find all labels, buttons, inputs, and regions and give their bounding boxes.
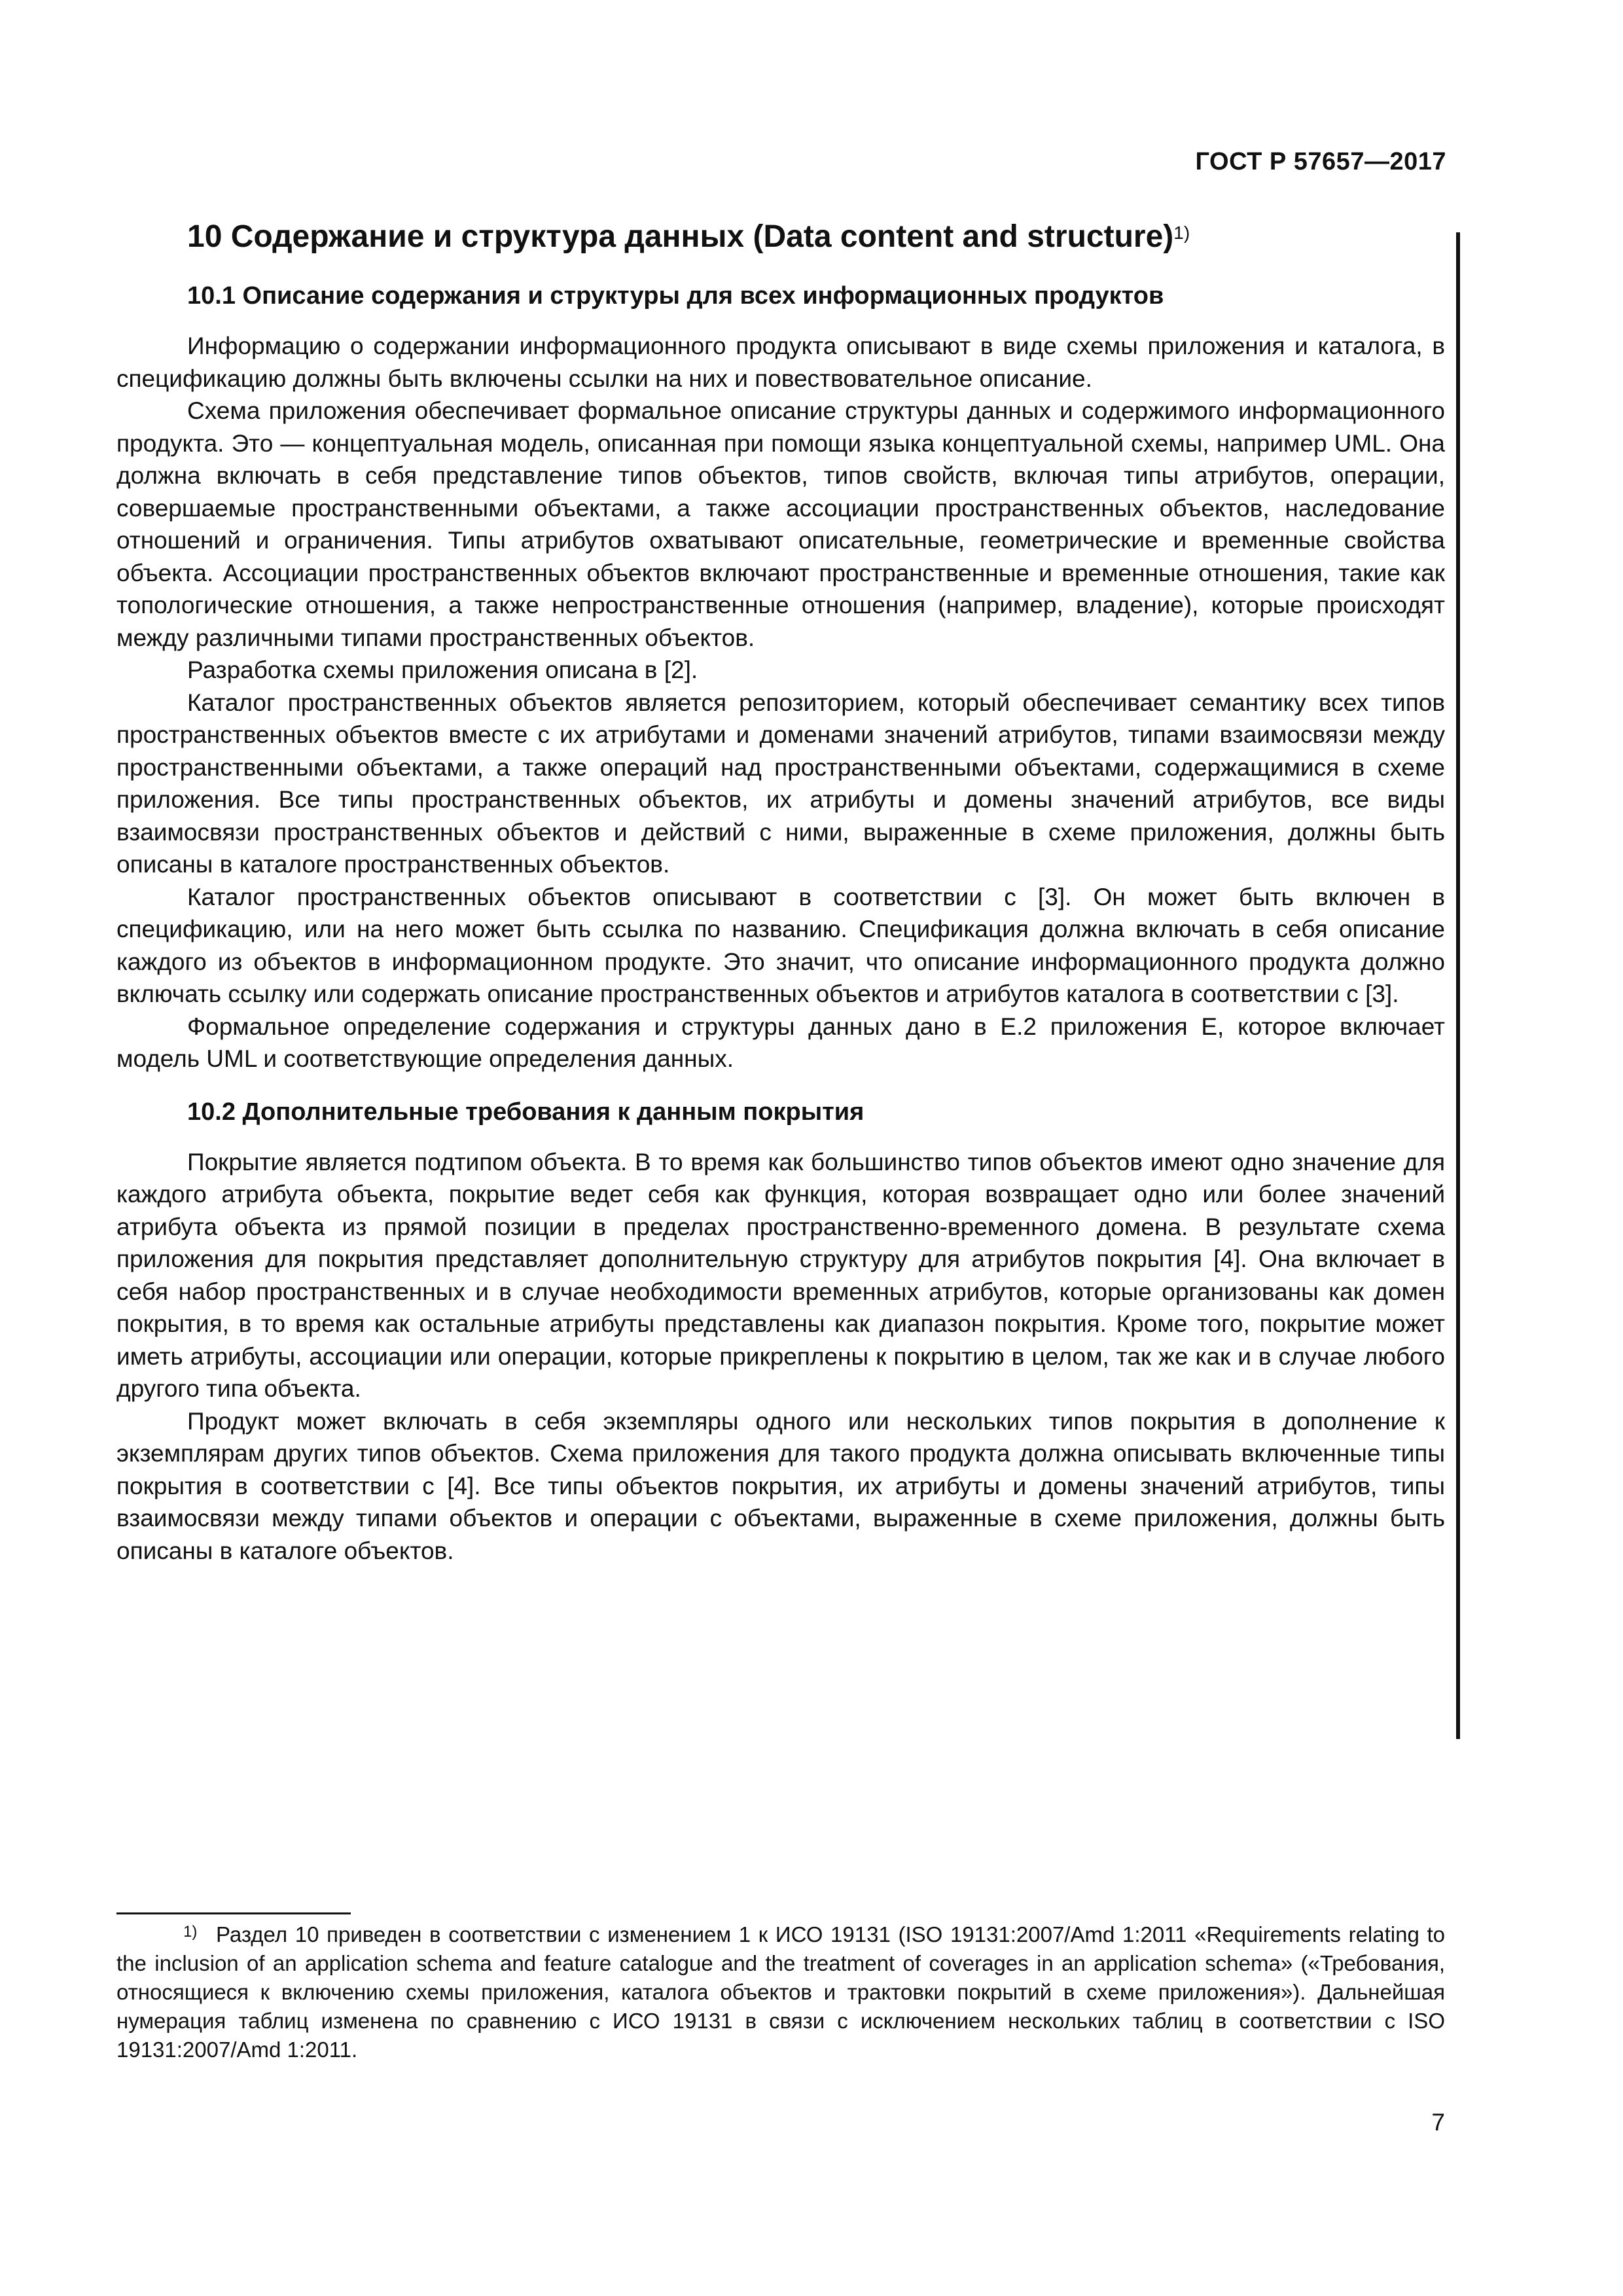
footnote-separator <box>116 1912 351 1914</box>
paragraph: Каталог пространственных объектов является репозиторием, который обеспечивает семантику всех типов пространственных объектов вместе с их атрибутами и доменами значений атрибутов, типами взаимосвязи между пространственными объектами, а также операций над пространственными объектами, содержащимися в схеме приложения. Все типы пространственных объектов, их атрибуты и домены значений атрибутов, все виды взаимосвязи пространственных объектов и действий с ними, выраженные в схеме приложения, должны быть описаны в каталоге пространственных объектов. <box>116 689 1445 878</box>
subsection-title-10-2: 10.2 Дополнительные требования к данным покрытия <box>187 1098 865 1126</box>
footnote-reference[interactable]: 1) <box>1173 223 1190 243</box>
paragraph: Каталог пространственных объектов описывают в соответствии с [3]. Он может быть включен в спецификацию, или на него может быть ссылка по названию. Спецификация должна включать в себя описание каждого из объектов в информационном продукте. Это значит, что описание информационного продукта должно включать ссылку или содержать описание пространственных объектов и атрибутов каталога в соответствии с [3]. <box>116 883 1445 1007</box>
document-id: ГОСТ Р 57657—2017 <box>1195 148 1446 175</box>
subsection-title-10-1: 10.1 Описание содержания и структуры для всех информационных продуктов <box>187 282 1164 310</box>
section-title-text: 10 Содержание и структура данных (Data content and structure) <box>187 219 1174 254</box>
paragraph: Формальное определение содержания и структуры данных дано в Е.2 приложения Е, которое включает модель UML и соответствующие определения данных. <box>116 1013 1445 1072</box>
paragraph: Покрытие является подтипом объекта. В то время как большинство типов объектов имеют одно значение для каждого атрибута объекта, покрытие ведет себя как функция, которая возвращает одно или более значений атрибута объекта из прямой позиции в пределах пространственно-временного домена. В результате схема приложения для покрытия представляет дополнительную структуру для атрибутов покрытия [4]. Она включает в себя набор пространственных и в случае необходимости временных атрибутов, которые организованы как домен покрытия, в то время как остальные атрибуты представлены как диапазон покрытия. Кроме того, покрытие может иметь атрибуты, ассоциации или операции, которые прикреплены к покрытию в целом, так же как и в случае любого другого типа объекта. <box>116 1148 1445 1402</box>
footnote-text: Раздел 10 приведен в соответствии с изменением 1 к ИСО 19131 (ISO 19131:2007/Amd 1:2011 «Requirements relating to the inclusion of an application schema and feature catalogue and the treatment of coverages in an application schema» («Требования, относящиеся к включению схемы приложения, каталога объектов и трактовки покрытий в схеме приложения»). Дальнейшая нумерация таблиц изменена по сравнению с ИСО 19131 в связи с исключением нескольких таблиц в соответствии с ISO 19131:2007/Amd 1:2011. <box>116 1922 1445 2062</box>
paragraph: Схема приложения обеспечивает формальное описание структуры данных и содержимого информационного продукта. Это — концептуальная модель, описанная при помощи языка концептуальной схемы, например UML. Она должна включать в себя представление типов объектов, типов свойств, включая типы атрибутов, операции, совершаемые пространственными объектами, а также ассоциации пространственных объектов, наследование отношений и ограничения. Типы атрибутов охватывают описательные, геометрические и временные свойства объекта. Ассоциации пространственных объектов включают пространственные и временные отношения, такие как топологические отношения, а также непространственные отношения (например, владение), которые происходят между различными типами пространственных объектов. <box>116 397 1445 651</box>
footnote-mark: 1) <box>183 1923 198 1941</box>
section-title <box>116 216 1445 258</box>
paragraph: Разработка схемы приложения описана в [2]. <box>187 656 698 683</box>
main-content <box>116 216 1445 1567</box>
footnote <box>116 1920 1445 2064</box>
paragraph: Информацию о содержании информационного продукта описывают в виде схемы приложения и каталога, в спецификацию должны быть включены ссылки на них и повествовательное описание. <box>116 332 1445 392</box>
change-bar <box>1456 232 1460 1739</box>
paragraph: Продукт может включать в себя экземпляры одного или нескольких типов покрытия в дополнение к экземплярам других типов объектов. Схема приложения для такого продукта должна описывать включенные типы покрытия в соответствии с [4]. Все типы объектов покрытия, их атрибуты и домены значений атрибутов, типы взаимосвязи между типами объектов и операции с объектами, выраженные в схеме приложения, должны быть описаны в каталоге объектов. <box>116 1407 1445 1564</box>
page-number: 7 <box>1431 2109 1445 2136</box>
